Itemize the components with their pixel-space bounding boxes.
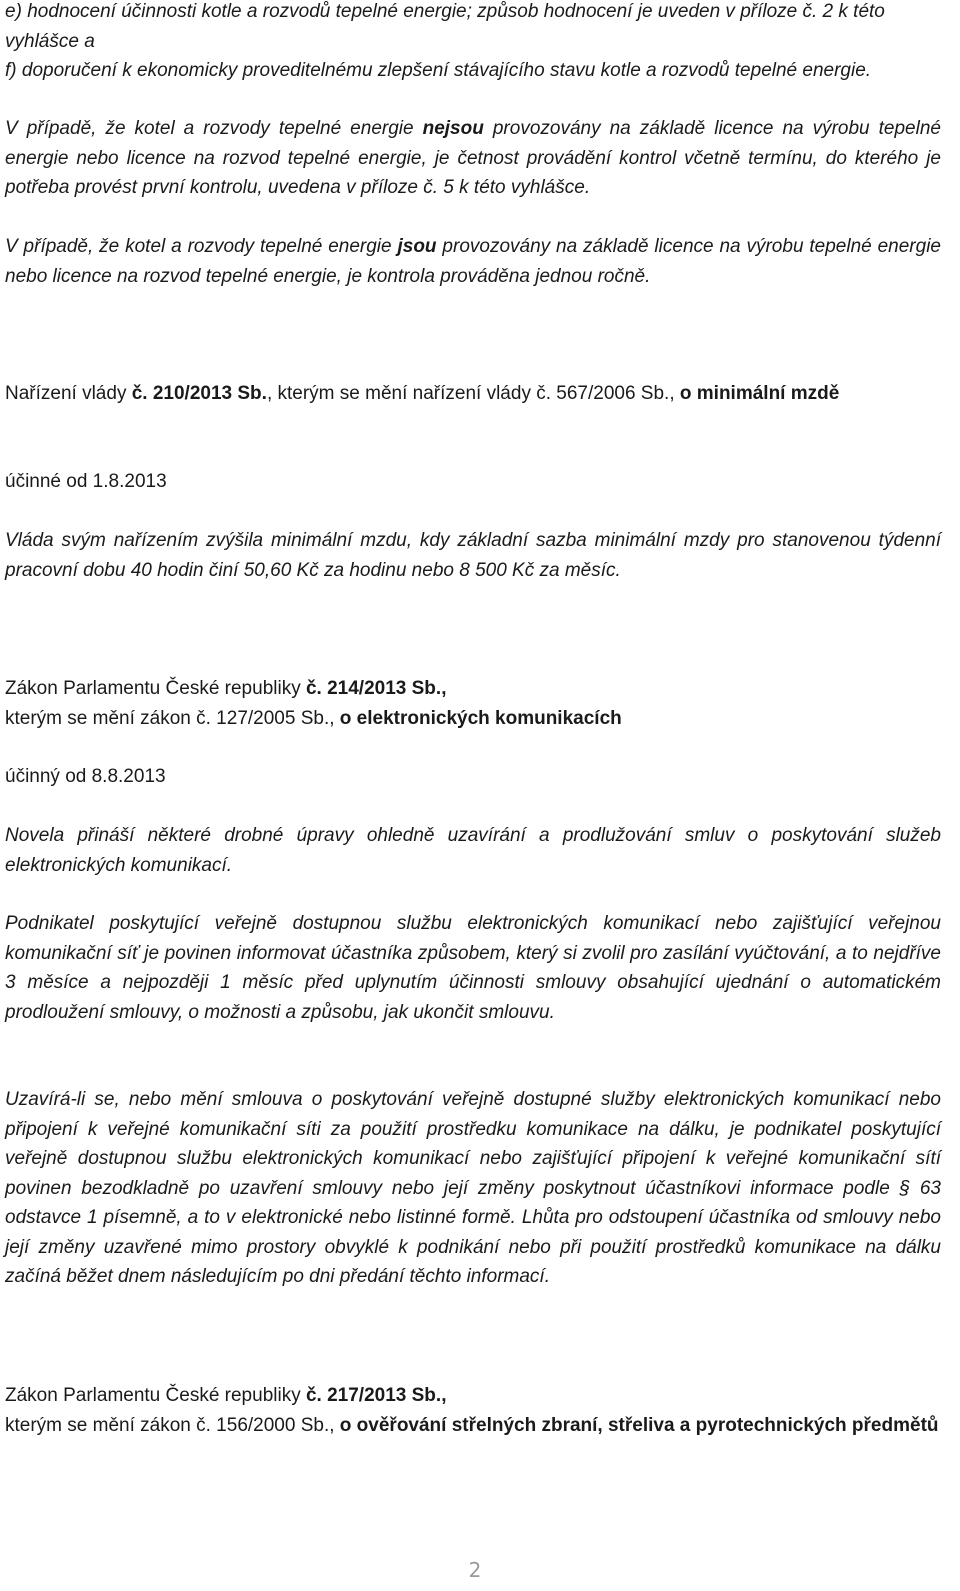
regulation-heading-210: Nařízení vlády č. 210/2013 Sb., kterým se mění nařízení vlády č. 567/2006 Sb., o minimální mzdě	[5, 383, 840, 404]
paragraph-nejsou: V případě, že kotel a rozvody tepelné energie nejsou provozovány na základě licence na výrobu tepelné energie nebo licence na rozvod tepelné energie, je četnost provádění kontrol včetně termínu, do kterého je potřeba provést první kontrolu, uvedena v příloze č. 5 k této vyhlášce.	[5, 118, 941, 198]
paragraph-jsou: V případě, že kotel a rozvody tepelné energie jsou provozovány na základě licence na výrobu tepelné energie nebo licence na rozvod tepelné energie, je kontrola prováděna jednou ročně.	[5, 236, 941, 287]
page-number: 2	[468, 1558, 482, 1582]
paragraph-podnikatel: Podnikatel poskytující veřejně dostupnou službu elektronických komunikací nebo zajišťující veřejnou komunikační síť je povinen informovat účastníka způsobem, který si zvolil pro zasílání vyúčtování, a to nejdříve 3 měsíce a nejpozději 1 měsíc před uplynutím účinnosti smlouvy obsahující ujednání o automatickém prodloužení smlouvy, o možnosti a způsobu, jak ukončit smlouvu.	[5, 913, 941, 1023]
paragraph-minimum-wage: Vláda svým nařízením zvýšila minimální mzdu, kdy základní sazba minimální mzdy pro stanovenou týdenní pracovní dobu 40 hodin činí 50,60 Kč za hodinu nebo 8 500 Kč za měsíc.	[5, 530, 941, 581]
paragraph-novela: Novela přináší některé drobné úpravy ohledně uzavírání a prodlužování smluv o poskytování služeb elektronických komunikací.	[5, 825, 941, 876]
list-item-f: f) doporučení k ekonomicky proveditelnému zlepšení stávajícího stavu kotle a rozvodů tepelné energie.	[5, 60, 872, 81]
effective-date-210: účinné od 1.8.2013	[5, 471, 167, 492]
regulation-heading-214: Zákon Parlamentu České republiky č. 214/2013 Sb., kterým se mění zákon č. 127/2005 Sb., o elektronických komunikacích	[5, 678, 622, 729]
effective-date-214: účinný od 8.8.2013	[5, 766, 166, 787]
regulation-heading-217: Zákon Parlamentu České republiky č. 217/2013 Sb., kterým se mění zákon č. 156/2000 Sb., o ověřování střelných zbraní, střeliva a pyrotechnických předmětů	[5, 1385, 939, 1436]
list-item-e: e) hodnocení účinnosti kotle a rozvodů tepelné energie; způsob hodnocení je uveden v příloze č. 2 k této vyhlášce a	[5, 1, 885, 52]
paragraph-uzavira: Uzavírá-li se, nebo mění smlouva o poskytování veřejně dostupné služby elektronických komunikací nebo připojení k veřejné komunikační síti za použití prostředku komunikace na dálku, je podnikatel poskytující veřejně dostupnou službu elektronických komunikací nebo zajišťující připojení k veřejné komunikační sítí povinen bezodkladně po uzavření smlouvy nebo její změny poskytnout účastníkovi informace podle § 63 odstavce 1 písemně, a to v elektronické nebo listinné formě. Lhůta pro odstoupení účastníka od smlouvy nebo její změny uzavřené mimo prostory obvyklé k podnikání nebo při použití prostředků komunikace na dálku začíná běžet dnem následujícím po dni předání těchto informací.	[5, 1089, 941, 1287]
